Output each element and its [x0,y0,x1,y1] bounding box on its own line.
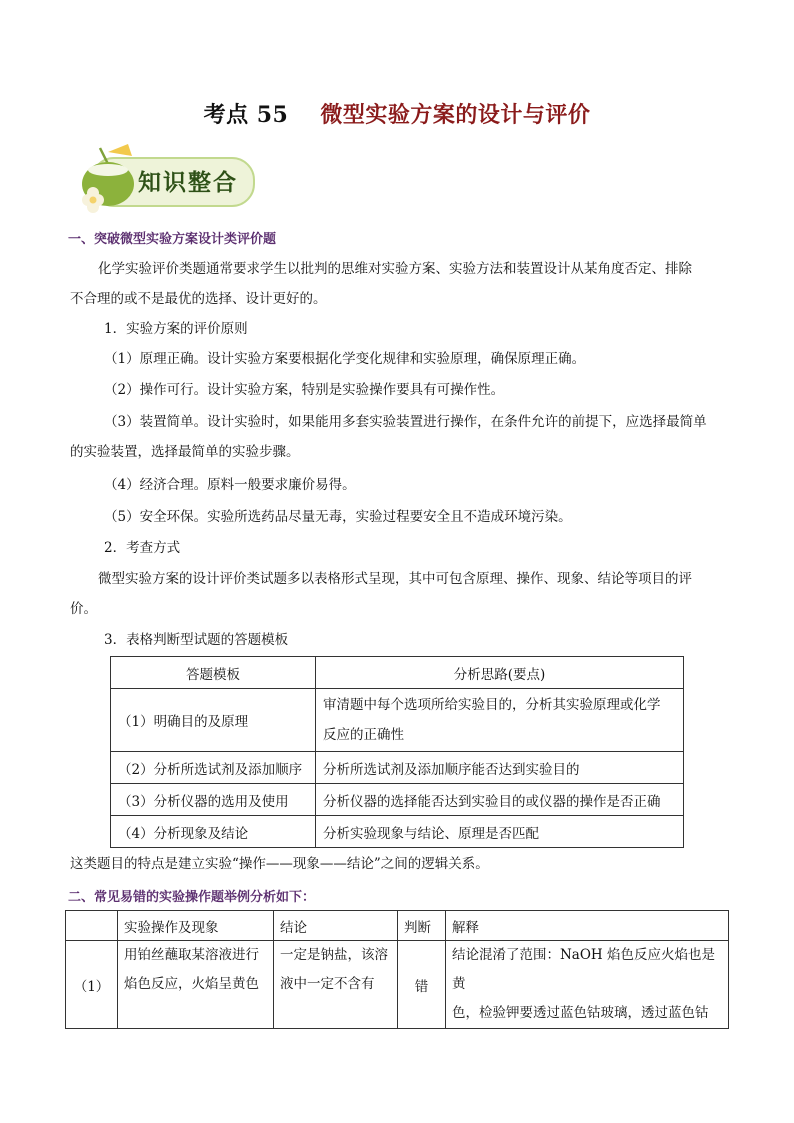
table-cell: 分析所选试剂及添加顺序能否达到实验目的 [316,752,684,784]
title-name: 微型实验方案的设计与评价 [320,102,591,128]
table-row [111,752,684,784]
answer-template-table [110,656,684,848]
principle-3-line2: 的实验装置，选择最简单的实验步骤。 [70,444,300,460]
page-title [0,98,794,129]
error-analysis-table [65,910,729,1029]
table-row [111,689,684,752]
title-number: 考点 55 [203,102,289,128]
table-header: 结论 [274,911,398,941]
principle-4: （4）经济合理。原料一般要求廉价易得。 [104,477,356,493]
umbrella-icon [108,144,132,156]
table-cell: 分析仪器的选择能否达到实验目的或仪器的操作是否正确 [316,784,684,816]
table-header-row [111,657,684,689]
section2-heading: 二、常见易错的实验操作题举例分析如下： [68,890,316,905]
table-header [66,911,118,941]
summary-line: 这类题目的特点是建立实验“操作——现象——结论”之间的逻辑关系。 [70,856,489,872]
banner-label: 知识整合 [138,170,238,196]
table-cell: （2）分析所选试剂及添加顺序 [111,752,316,784]
table-header: 解释 [446,911,729,941]
table-row [111,784,684,816]
method-line2: 价。 [70,601,97,617]
table-cell: （3）分析仪器的选用及使用 [111,784,316,816]
principle-2: （2）操作可行。设计实验方案，特别是实验操作要具有可操作性。 [104,382,505,398]
method-line1: 微型实验方案的设计评价类试题多以表格形式呈现，其中可包含原理、操作、现象、结论等项目的评 [98,571,692,587]
table-row [66,941,729,1029]
row-index: （1） [66,941,118,1029]
judgement-cell: 错 [398,941,446,1029]
table-cell: 用铂丝蘸取某溶液进行 焰色反应，火焰呈黄色 [118,941,274,1029]
table-row [111,816,684,848]
principle-1: （1）原理正确。设计实验方案要根据化学变化规律和实验原理，确保原理正确。 [104,351,586,367]
table-header: 分析思路(要点) [316,657,684,689]
principle-5: （5）安全环保。实验所选药品尽量无毒，实验过程要安全且不造成环境污染。 [104,509,572,525]
table-header: 判断 [398,911,446,941]
table-cell: 结论混淆了范围：NaOH 焰色反应火焰也是黄 色，检验钾要透过蓝色钴玻璃，透过蓝色钴 [446,941,729,1029]
subheading-method: 2．考查方式 [104,540,181,556]
section1-heading: 一、突破微型实验方案设计类评价题 [68,232,277,247]
knowledge-banner [70,138,260,216]
table-cell: 分析实验现象与结论、原理是否匹配 [316,816,684,848]
subheading-template: 3．表格判断型试题的答题模板 [104,632,289,648]
table-header: 答题模板 [111,657,316,689]
intro-line1: 化学实验评价类题通常要求学生以批判的思维对实验方案、实验方法和装置设计从某角度否定、排除 [98,261,692,277]
subheading-principles: 1．实验方案的评价原则 [104,321,248,337]
table-header: 实验操作及现象 [118,911,274,941]
intro-line2: 不合理的或不是最优的选择、设计更好的。 [70,291,327,307]
principle-3-line1: （3）装置简单。设计实验时，如果能用多套实验装置进行操作，在条件允许的前提下，应选择最简单 [104,414,707,430]
table-cell: 审清题中每个选项所给实验目的，分析其实验原理或化学 反应的正确性 [316,689,684,752]
table-cell: 一定是钠盐，该溶 液中一定不含有 [274,941,398,1029]
table-cell: （1）明确目的及原理 [111,689,316,752]
table-cell: （4）分析现象及结论 [111,816,316,848]
table-header-row [66,911,729,941]
